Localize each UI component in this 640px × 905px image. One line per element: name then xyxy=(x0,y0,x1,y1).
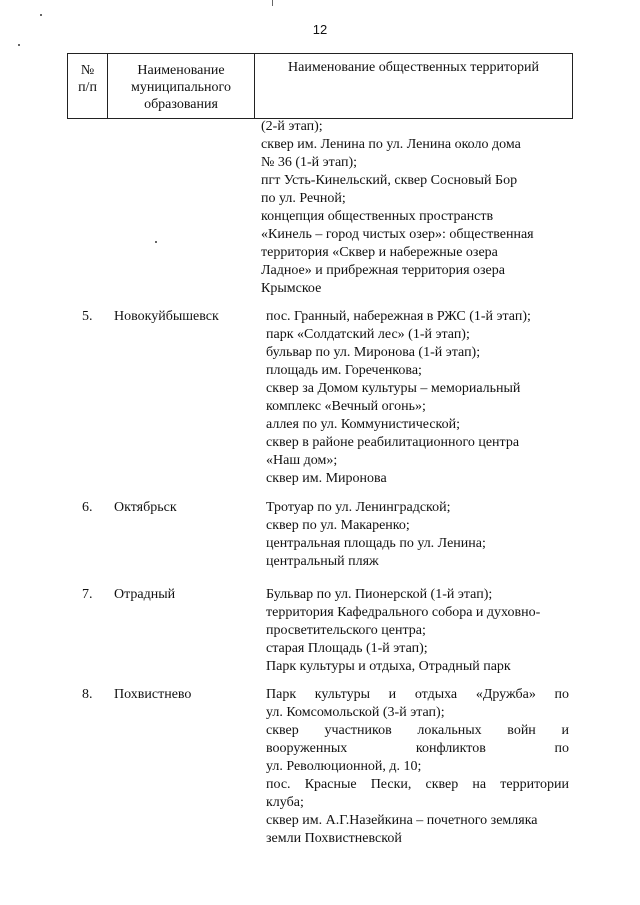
territory-line: сквер по ул. Макаренко; xyxy=(266,518,410,533)
municipality-name: Октябрьск xyxy=(114,500,177,515)
territory-line: клуба; xyxy=(266,795,304,810)
territory-line: Ладное» и прибрежная территория озера xyxy=(261,263,505,278)
territory-line: Парк культуры и отдыха, Отрадный парк xyxy=(266,659,511,674)
territory-line: комплекс «Вечный огонь»; xyxy=(266,399,426,414)
municipality-name: Новокуйбышевск xyxy=(114,309,219,324)
territory-line: Бульвар по ул. Пионерской (1-й этап); xyxy=(266,587,493,602)
continuation-block xyxy=(261,118,571,298)
territory-line: просветительского центра; xyxy=(266,623,426,638)
territory-line: аллея по ул. Коммунистической; xyxy=(266,417,461,432)
territory-line: пос. Гранный, набережная в РЖС (1-й этап); xyxy=(266,309,531,324)
municipality-name: Похвистнево xyxy=(114,687,192,702)
territory-list xyxy=(266,499,569,571)
header-territories-cell: Наименование общественных территорий xyxy=(288,60,539,75)
scan-artifact xyxy=(272,0,273,6)
scan-artifact xyxy=(18,44,20,46)
scan-artifact xyxy=(40,14,42,16)
row-number: 6. xyxy=(82,500,93,515)
territory-line: центральная площадь по ул. Ленина; xyxy=(266,536,486,551)
territory-line: сквер участников локальных войн и xyxy=(266,723,569,738)
territory-line: Тротуар по ул. Ленинградской; xyxy=(266,500,451,515)
page-number: 12 xyxy=(312,22,328,37)
territory-line: старая Площадь (1-й этап); xyxy=(266,641,428,656)
territory-line: концепция общественных пространств xyxy=(261,209,494,224)
territory-line: сквер им. Ленина по ул. Ленина около дома xyxy=(261,137,521,152)
territory-line: парк «Солдатский лес» (1-й этап); xyxy=(266,327,470,342)
municipality-name: Отрадный xyxy=(114,587,176,602)
territory-line: сквер за Домом культуры – мемориальный xyxy=(266,381,521,396)
header-number-line1: № xyxy=(80,63,95,78)
territory-list xyxy=(266,586,569,676)
territory-list xyxy=(266,308,569,488)
scan-artifact xyxy=(155,241,157,243)
header-municipality-line1: Наименование xyxy=(137,63,225,78)
territory-line: ул. Комсомольской (3-й этап); xyxy=(266,705,445,720)
territory-list xyxy=(266,686,569,848)
table-header xyxy=(67,53,573,119)
territory-line: земли Похвистневской xyxy=(266,831,402,846)
row-number: 7. xyxy=(82,587,93,602)
territory-line: пгт Усть-Кинельский, сквер Сосновый Бор xyxy=(261,173,518,188)
territory-line: Парк культуры и отдыха «Дружба» по xyxy=(266,687,569,702)
territory-line: № 36 (1-й этап); xyxy=(261,155,358,170)
territory-line: по ул. Речной; xyxy=(261,191,346,206)
territory-line: территория Кафедрального собора и духовно- xyxy=(266,605,541,620)
territory-line: территория «Сквер и набережные озера xyxy=(261,245,498,260)
header-number-line2: п/п xyxy=(78,80,97,95)
territory-line: (2-й этап); xyxy=(261,119,323,134)
territory-line: «Кинель – город чистых озер»: общественная xyxy=(261,227,534,242)
territory-line: ул. Революционной, д. 10; xyxy=(266,759,422,774)
territory-line: пос. Красные Пески, сквер на территории xyxy=(266,777,569,792)
territory-line: вооруженных конфликтов по xyxy=(266,741,569,756)
territory-line: Крымское xyxy=(261,281,322,296)
territory-line: сквер им. А.Г.Назейкина – почетного земляка xyxy=(266,813,538,828)
row-number: 5. xyxy=(82,309,93,324)
territory-line: сквер им. Миронова xyxy=(266,471,387,486)
header-municipality-line2: муниципального xyxy=(131,80,231,95)
row-number: 8. xyxy=(82,687,93,702)
territory-line: сквер в районе реабилитационного центра xyxy=(266,435,520,450)
header-number-cell xyxy=(68,54,108,118)
territory-line: бульвар по ул. Миронова (1-й этап); xyxy=(266,345,481,360)
header-municipality-cell xyxy=(108,54,255,118)
territory-line: центральный пляж xyxy=(266,554,379,569)
territory-line: «Наш дом»; xyxy=(266,453,338,468)
territory-line: площадь им. Гореченкова; xyxy=(266,363,422,378)
header-municipality-line3: образования xyxy=(144,97,218,112)
